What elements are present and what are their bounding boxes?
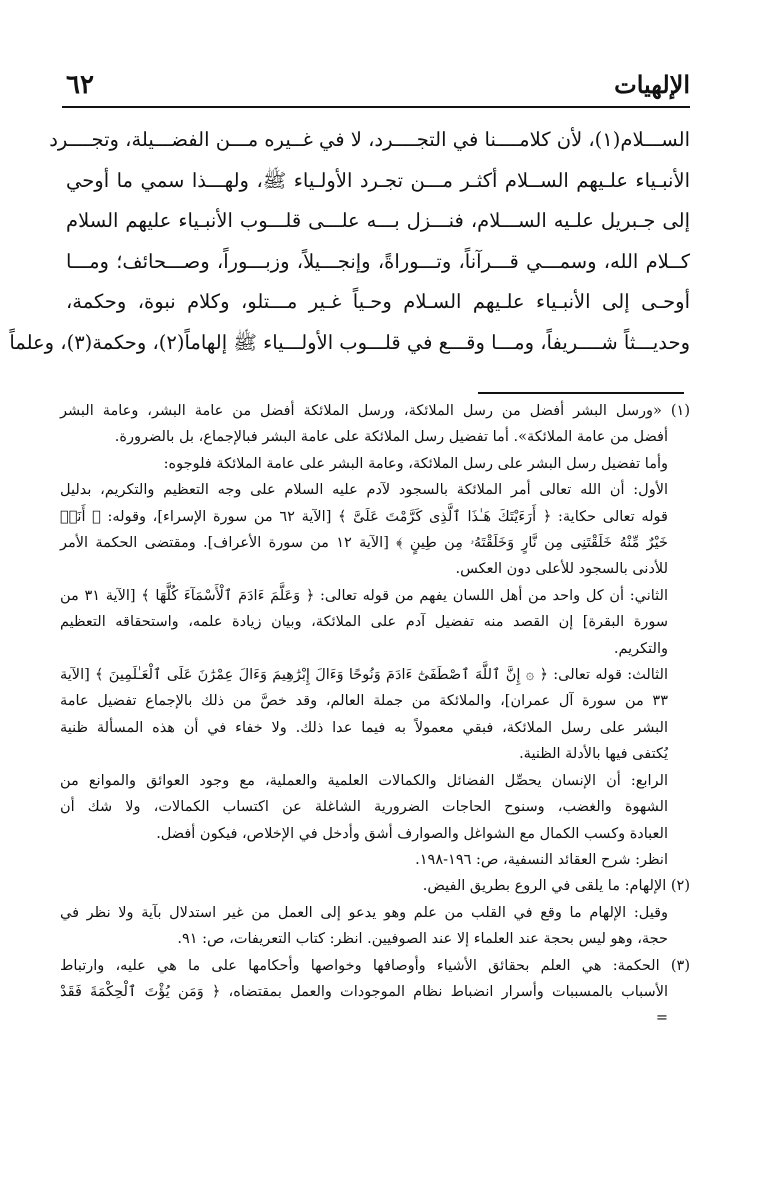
footnote-line: العبادة وكسب الكمال مع الشواغل والصوارف أشق وأدخل في الإخلاص، فيكون أفضل. — [156, 825, 668, 842]
footnote-line: (٢) الإلهام: ما يلقى في الروع بطريق الفيض. — [422, 878, 690, 895]
footnote-line: البشر على رسل الملائكة، فبقي معمولاً به فيما عدا ذلك. ولا خفاء في أن هذه المسألة ظنية — [60, 719, 668, 736]
footnote-line: = — [655, 1010, 668, 1027]
main-body-text — [9, 120, 690, 363]
footnote-line: يُكتفى فيها بالأدلة الظنية. — [519, 746, 668, 763]
footnote-line: انظر: شرح العقائد النسفية، ص: ١٩٦-١٩٨. — [415, 851, 668, 868]
footnote-divider — [478, 392, 684, 394]
body-line: إلى جـبريل علـيه الســـلام، فنـــزل بـــه علـــى قلـــوب الأنبـياء عليهم السلام — [66, 209, 690, 232]
footnote-line: حجة، وهو ليس بحجة عند العلماء إلا عند الصوفيين. انظر: كتاب التعريفات، ص: ٩١. — [177, 931, 668, 948]
footnote-line: (٣) الحكمة: هي العلم بحقائق الأشياء وأوصافها وخواصها وأحكامها على ما هي عليه، وارتباط — [60, 957, 690, 974]
page-header — [62, 70, 690, 102]
footnote-line: قوله تعالى حكاية: ﴿ أَرَءَيْتَكَ هَـٰذَا ٱلَّذِى كَرَّمْتَ عَلَىَّ ﴾ [الآية ٦٢ من سورة الإسراء]، وقوله: ﴿ أَنَا۠ — [60, 508, 668, 525]
footnote-line: أفضل من عامة الملائكة». أما تفضيل رسل الملائكة على عامة البشر فبالإجماع، بل بالضرورة. — [114, 429, 668, 446]
footnote-line: الأسباب بالمسببات وأسرار انضباط نظام الموجودات والعمل بمقتضاه، ﴿ وَمَن يُؤْتَ ٱلْحِكْمَةَ فَقَدْ — [60, 983, 668, 1000]
body-line: أوحـى إلى الأنبـياء علـيهم السـلام وحـياً غـير مـــتلو، وكلام نبوة، وحكمة، — [66, 290, 690, 313]
body-line: وحديـــثاً شــــريفاً، ومـــا وقـــع في قلـــوب الأولـــياء ﷺ إلهاماً(٢)، وحكمة(٣)، وعلماً — [9, 330, 690, 354]
body-line: كــلام الله، وسمـــي قـــرآناً، وتـــوراةً، وإنجـــيلاً، وزبـــوراً، وصـــحائف؛ ومـــا — [66, 249, 690, 273]
page-title: الإلهيات — [614, 70, 690, 99]
footnote-line: الشهوة والغضب، وسنوح الحاجات الضرورية الشاغلة عن اكتساب الكمالات، ولا شك أن — [60, 799, 668, 816]
footnote-line: الثالث: قوله تعالى: ﴿ ۞ إِنَّ ٱللَّهَ ٱصْطَفَىٰٓ ءَادَمَ وَنُوحًا وَءَالَ إِبْرَٰهِيمَ وَءَالَ عِمْرَٰنَ عَلَى ٱلْعَـٰلَمِينَ ﴾ [الآية — [60, 667, 668, 684]
footnote-line: سورة البقرة] إن القصد منه تفضيل آدم على الملائكة، وبيان زيادة علمه، واستحقاقه التعظيم — [60, 614, 668, 631]
footnote-line: والتكريم. — [613, 640, 668, 657]
footnote-line: (١) «ورسل البشر أفضل من رسل الملائكة، ورسل الملائكة أفضل من عامة البشر، وعامة البشر — [60, 403, 690, 419]
footnote-line: الرابع: أن الإنسان يحصِّل الفضائل والكمالات العلمية والعملية، مع وجود العوائق والموانع من — [60, 772, 668, 789]
body-line: الســـلام(١)، لأن كلامــــنا في التجــــرد، لا في غــيره مـــن الفضـــيلة، وتجــــرد — [49, 128, 690, 151]
footnote-line: ٣٣ من سورة آل عمران]، والملائكة من جملة العالم، وقد خصَّ من ذلك بالإجماع تفضيل عامة — [60, 693, 668, 710]
footnote-line: خَيْرٌ مِّنْهُ خَلَقْتَنِى مِن نَّارٍ وَخَلَقْتَهُۥ مِن طِينٍ ﴾ [الآية ١٢ من سورة الأعراف]. ومقتضى الحكمة الأمر — [60, 535, 668, 552]
footnote-line: وقيل: الإلهام ما وقع في القلب من علم وهو يدعو إلى العمل من غير استدلال بآية ولا نظر في — [60, 904, 668, 921]
footnote-line: الأول: أن الله تعالى أمر الملائكة بالسجود لآدم عليه السلام على وجه التعظيم والتكريم، بدليل — [60, 482, 668, 499]
footnote-line: الثاني: أن كل واحد من أهل اللسان يفهم من قوله تعالى: ﴿ وَعَلَّمَ ءَادَمَ ٱلْأَسْمَآءَ كُلَّهَا ﴾ [الآية ٣١ من — [60, 587, 668, 604]
page-number: ٦٢ — [66, 70, 94, 100]
footnote-line: وأما تفضيل رسل البشر على رسل الملائكة، وعامة البشر على عامة الملائكة فلوجوه: — [163, 455, 668, 472]
body-line: الأنبـياء علـيهم الســلام أكثـر مـــن تجـرد الأولـياء ﷺ، ولهـــذا سمي ما أوحي — [66, 168, 690, 192]
header-divider — [62, 106, 690, 108]
footnotes-section — [60, 398, 690, 1032]
footnote-line: للأدنى بالسجود للأعلى دون العكس. — [455, 561, 668, 578]
